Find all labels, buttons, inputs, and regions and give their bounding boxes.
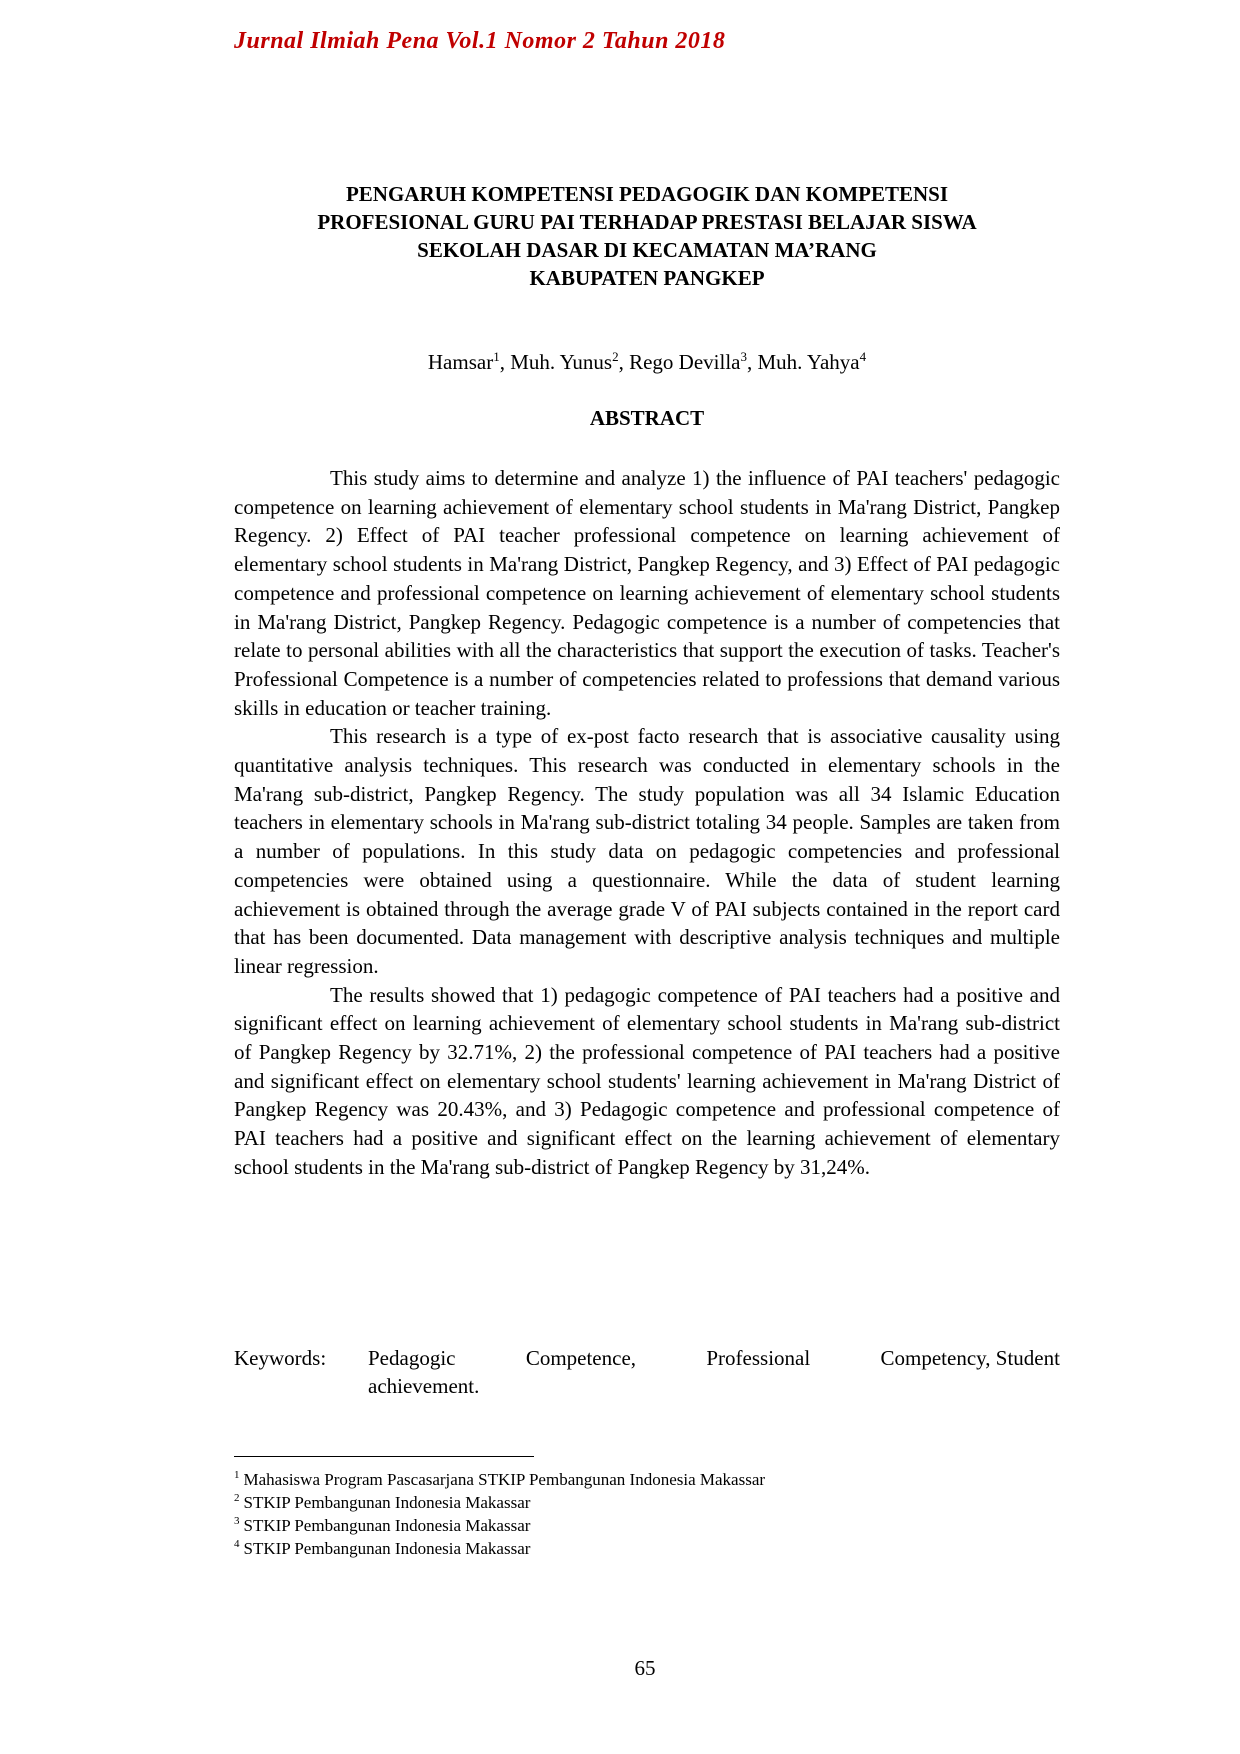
title-line: PENGARUH KOMPETENSI PEDAGOGIK DAN KOMPETENSI <box>345 182 949 206</box>
author-separator: , <box>747 350 758 374</box>
abstract-paragraph: This study aims to determine and analyze 1) the influence of PAI teachers' pedagogic competence on learning achievement of elementary school students in Ma'rang District, Pangkep Regency. 2) Effect of PAI teacher professional competence on learning achievement of elementary school students in Ma'rang District, Pangkep Regency, and 3) Effect of PAI pedagogic competence and professional competence on learning achievement of elementary school students in Ma'rang District, Pangkep Regency. Pedagogic competence is a number of competencies that relate to personal abilities with all the characteristics that support the execution of tasks. Teacher's Professional Competence is a number of competencies related to professions that demand various skills in education or teacher training. <box>234 466 1060 720</box>
keywords-list <box>368 1344 1060 1400</box>
keyword-word: Professional <box>706 1346 811 1370</box>
footnote-mark: 4 <box>234 1538 240 1551</box>
paper-title <box>234 180 1060 292</box>
footnote-mark: 1 <box>234 1469 240 1482</box>
page-number: 65 <box>634 1656 656 1680</box>
abstract-heading: ABSTRACT <box>589 406 705 430</box>
author-affiliation-mark: 1 <box>493 349 500 364</box>
footnote <box>234 1537 1060 1560</box>
keywords-line: achievement. <box>368 1374 480 1398</box>
author-name: Muh. Yahya <box>757 350 860 374</box>
author-separator: , <box>499 350 511 374</box>
footnote <box>234 1514 1060 1537</box>
title-line: PROFESIONAL GURU PAI TERHADAP PRESTASI BELAJAR SISWA <box>317 210 977 234</box>
footnotes <box>234 1468 1060 1560</box>
footnote-text: STKIP Pembangunan Indonesia Makassar <box>243 1516 531 1535</box>
abstract-paragraph: This research is a type of ex-post facto research that is associative causality using quantitative analysis techniques. This research was conducted in elementary schools in the Ma'rang sub-district, Pangkep Regency. The study population was all 34 Islamic Education teachers in elementary schools in Ma'rang sub-district totaling 34 people. Samples are taken from a number of populations. In this study data on pedagogic competencies and professional competencies were obtained using a questionnaire. While the data of student learning achievement is obtained through the average grade V of PAI subjects contained in the report card that has been documented. Data management with descriptive analysis techniques and multiple linear regression. <box>234 724 1060 978</box>
footnote-mark: 2 <box>234 1492 240 1505</box>
keywords-line <box>368 1344 1060 1372</box>
abstract-body <box>234 464 1060 1182</box>
keyword-word: Competency, Student <box>880 1346 1060 1370</box>
footnote-text: STKIP Pembangunan Indonesia Makassar <box>243 1493 531 1512</box>
keywords-label: Keywords: <box>234 1346 327 1370</box>
author-affiliation-mark: 4 <box>859 349 867 364</box>
author-list <box>234 350 1060 375</box>
author-name: Rego Devilla <box>629 350 741 374</box>
title-line: SEKOLAH DASAR DI KECAMATAN MA’RANG <box>417 238 877 262</box>
author-name: Hamsar <box>427 350 494 374</box>
journal-running-header: Jurnal Ilmiah Pena Vol.1 Nomor 2 Tahun 2018 <box>234 28 726 54</box>
author-separator: , <box>618 350 630 374</box>
footnote-divider <box>234 1456 534 1457</box>
author-affiliation-mark: 3 <box>740 349 747 364</box>
keyword-word: Competence, <box>525 1346 637 1370</box>
footnote <box>234 1491 1060 1514</box>
abstract-paragraph: The results showed that 1) pedagogic competence of PAI teachers had a positive and significant effect on learning achievement of elementary school students in Ma'rang sub-district of Pangkep Regency by 32.71%, 2) the professional competence of PAI teachers had a positive and significant effect on elementary school students' learning achievement in Ma'rang District of Pangkep Regency was 20.43%, and 3) Pedagogic competence and professional competence of PAI teachers had a positive and significant effect on the learning achievement of elementary school students in the Ma'rang sub-district of Pangkep Regency by 31,24%. <box>234 982 1060 1179</box>
keywords-block <box>234 1344 1060 1400</box>
author-affiliation-mark: 2 <box>612 349 619 364</box>
keyword-word: Pedagogic <box>368 1346 456 1370</box>
title-line: KABUPATEN PANGKEP <box>529 266 765 290</box>
footnote-mark: 3 <box>234 1515 240 1528</box>
footnote <box>234 1468 1060 1491</box>
footnote-text: STKIP Pembangunan Indonesia Makassar <box>243 1539 531 1558</box>
author-name: Muh. Yunus <box>510 350 613 374</box>
footnote-text: Mahasiswa Program Pascasarjana STKIP Pembangunan Indonesia Makassar <box>243 1470 766 1489</box>
